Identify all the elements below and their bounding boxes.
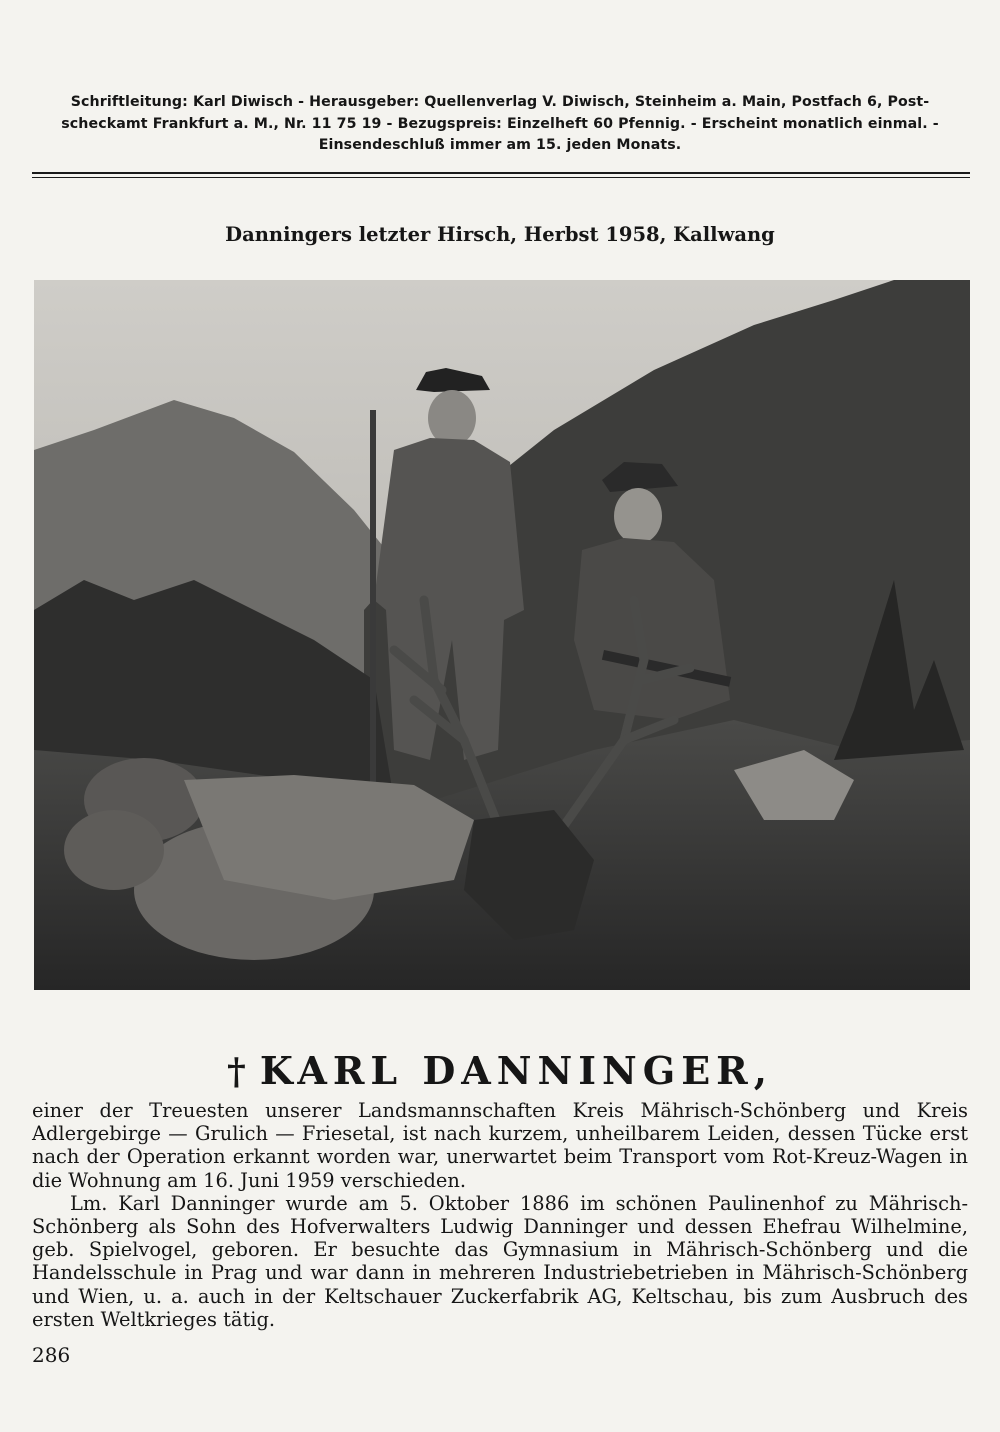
masthead-line-3: Einsendeschluß immer am 15. jeden Monats. [318,137,682,153]
masthead-line-1: Schriftleitung: Karl Diwisch - Herausgeber: Quellenverlag V. Diwisch, Steinheim a. Main, Postfach 6, Post- [70,94,930,110]
page-number: 286 [32,1343,71,1367]
obituary-paragraph-2: Lm. Karl Danninger wurde am 5. Oktober 1886 im schönen Paulinenhof zu Mährisch-Schönberg als Sohn des Hofverwalters Ludwig Danninger und dessen Ehefrau Wilhelmine, geb. Spielvogel, geboren. Er besuchte das Gymnasium in Mährisch-Schönberg und die Handelsschule in Prag und war dann in mehreren Industriebetrieben in Mährisch-Schönberg und Wien, u. a. auch in der Keltschauer Zuckerfabrik AG, Keltschau, bis zum Ausbruch des ersten Weltkrieges tätig. [32,1191,968,1331]
obituary-name: KARL DANNINGER, [259,1048,773,1093]
photo-illustration [34,280,970,990]
masthead [32,92,968,157]
hunting-photograph [34,280,970,990]
obituary-text [32,1099,968,1331]
photo-caption: Danningers letzter Hirsch, Herbst 1958, Kallwang [225,223,775,246]
obituary-heading [0,1048,1000,1093]
masthead-line-2: scheckamt Frankfurt a. M., Nr. 11 75 19 - Bezugspreis: Einzelheft 60 Pfennig. - Erscheint monatlich einmal. - [61,115,939,132]
header-rule-thick [32,172,970,174]
cross-symbol: † [227,1051,252,1093]
header-rule-thin [32,177,970,178]
obituary-paragraph-1: einer der Treuesten unserer Landsmannschaften Kreis Mährisch-Schönberg und Kreis Adlergebirge — Grulich — Friesetal, ist nach kurzem, unheilbarem Leiden, dessen Tücke erst nach der Operation erkannt worden war, unerwartet beim Transport vom Rot-Kreuz-Wagen in die Wohnung am 16. Juni 1959 verschieden. [32,1099,968,1192]
